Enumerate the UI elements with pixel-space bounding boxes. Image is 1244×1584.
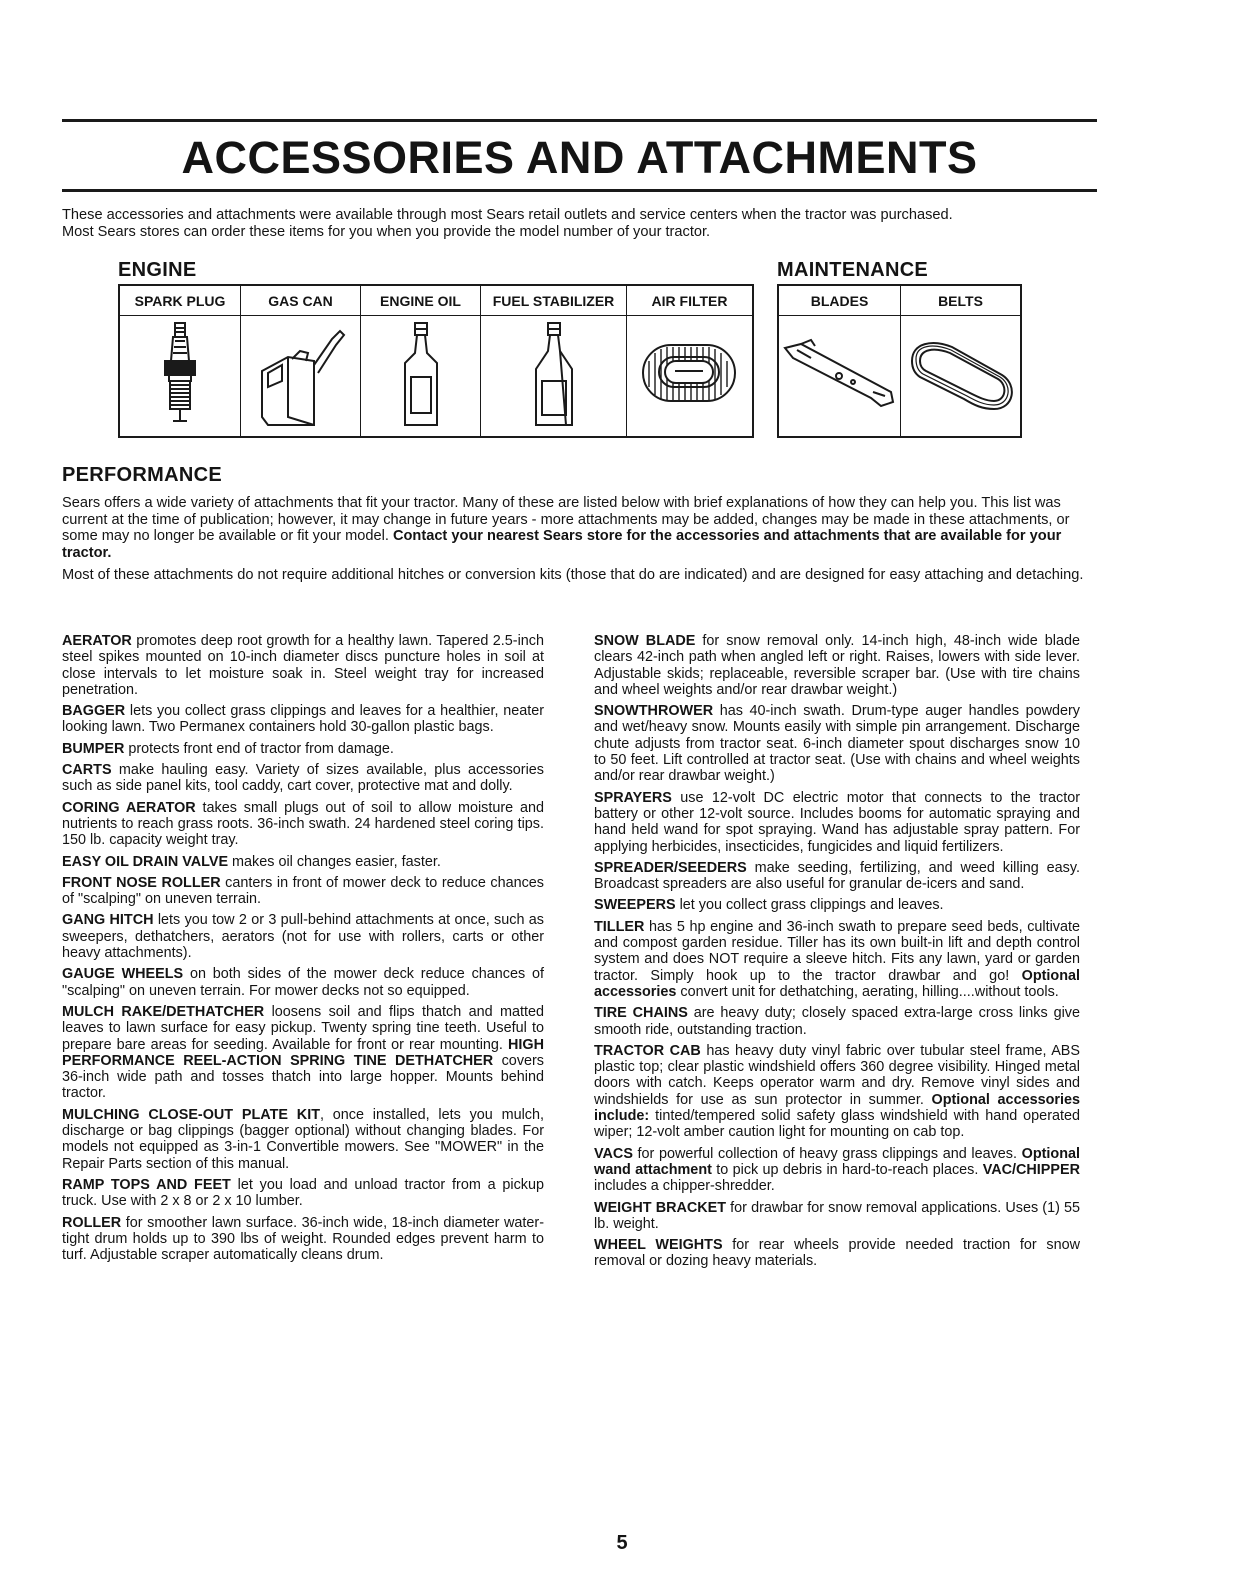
- entry-text-tertiary: includes a chipper-shredder.: [594, 1178, 775, 1195]
- entry-term-secondary: Optional wand attachment: [594, 1145, 1081, 1178]
- entry-term: RAMP TOPS AND FEET: [62, 1176, 231, 1193]
- entry-text: protects front end of tractor from damage.: [124, 740, 394, 757]
- entry-sweepers: [594, 897, 1080, 913]
- intro-text: [62, 207, 1102, 241]
- entry-text: lets you tow 2 or 3 pull-behind attachments at once, such as sweepers, dethatchers, aerators (not for use with rollers, carts or other heavy attachments).: [62, 912, 544, 962]
- engine-heading: ENGINE: [118, 259, 197, 281]
- engine-label-engine-oil: ENGINE OIL: [361, 286, 481, 316]
- entry-text: takes small plugs out of soil to allow moisture and nutrients to reach grass roots. 36-inch swath. 24 hardened steel coring tips. 150 lb. capacity weight tray.: [62, 799, 544, 849]
- entry-term: GANG HITCH: [62, 912, 154, 929]
- entry-text: for rear wheels provide needed traction for snow removal or dozing heavy materials.: [594, 1237, 1080, 1270]
- entry-carts: [62, 762, 544, 795]
- spark-plug-icon: [155, 321, 205, 431]
- entry-term: CARTS: [62, 762, 112, 779]
- engine-label-air-filter: AIR FILTER: [627, 286, 752, 316]
- gas-can-cell: [241, 316, 361, 436]
- entry-bagger: [62, 703, 544, 736]
- entry-term-secondary: Optional accessories include:: [594, 1091, 1080, 1125]
- entry-term: AERATOR: [62, 633, 132, 649]
- entry-aerator: [62, 633, 544, 698]
- air-filter-icon: [635, 331, 745, 421]
- belts-cell: [901, 316, 1020, 436]
- entry-bumper: [62, 741, 544, 757]
- entry-text: canters in front of mower deck to reduce chances of "scalping" on uneven terrain.: [62, 874, 544, 908]
- entry-text-secondary: to pick up debris in hard-to-reach places.: [711, 1161, 979, 1178]
- blades-cell: [779, 316, 901, 436]
- entry-text: for drawbar for snow removal applications. Uses (1) 55 lb. weight.: [594, 1199, 1081, 1232]
- maintenance-heading: MAINTENANCE: [777, 259, 929, 281]
- entry-text-secondary: tinted/tempered solid safety glass windshield with hand operated wiper; 12-volt amber caution light for mounting on cab top.: [594, 1108, 1080, 1141]
- entry-easy-oil-drain-valve: [62, 854, 544, 870]
- entry-term: MULCH RAKE/DETHATCHER: [62, 1003, 265, 1020]
- blade-icon: [781, 336, 899, 416]
- attachments-left-column: [62, 633, 544, 1268]
- entry-text: for smoother lawn surface. 36-inch wide, 18-inch diameter water-tight drum holds up to 390 lbs of weight. Rounded edges prevent harm to turf. Adjustable scraper automatically cleans drum.: [62, 1214, 544, 1264]
- entry-ramp-tops-and-feet: [62, 1177, 544, 1210]
- entry-tiller: [594, 919, 1080, 1000]
- entry-term: GAUGE WHEELS: [62, 966, 184, 983]
- fuel-stabilizer-bottle-icon: [524, 321, 584, 431]
- entry-spreader-seeders: [594, 860, 1080, 893]
- entry-text: for powerful collection of heavy grass clippings and leaves.: [632, 1145, 1018, 1162]
- engine-label-fuel-stabilizer: FUEL STABILIZER: [481, 286, 627, 316]
- title-rule-top: [62, 119, 1097, 122]
- entry-text: are heavy duty; closely spaced extra-large cross links give smooth ride, outstanding traction.: [594, 1005, 1080, 1038]
- spark-plug-cell: [120, 316, 241, 436]
- belt-icon: [902, 331, 1020, 421]
- entry-term-secondary: Optional accessories: [594, 967, 1081, 1000]
- performance-paragraph-2: Most of these attachments do not require additional hitches or conversion kits (those that do are indicated) and are designed for easy attaching and detaching.: [62, 567, 1084, 583]
- entry-term: SPRAYERS: [594, 789, 672, 806]
- entry-roller: [62, 1215, 544, 1264]
- entry-wheel-weights: [594, 1237, 1080, 1270]
- entry-term: EASY OIL DRAIN VALVE: [62, 853, 229, 870]
- entry-term: TRACTOR CAB: [594, 1042, 701, 1059]
- engine-oil-bottle-icon: [391, 321, 451, 431]
- entry-text: has heavy duty vinyl fabric over tubular steel frame, ABS plastic top; clear plastic windshield offers 360 degree visibility. Hinged metal doors with catch. Keeps operator warm and dry. Remove vinyl sides and windshields for use as sun protector in summer.: [594, 1042, 1080, 1108]
- gas-can-icon: [248, 321, 353, 431]
- entry-mulching-close-out-plate-kit: [62, 1107, 544, 1172]
- entry-text-secondary: covers 36-inch wide path and tosses thatch into large hopper. Mounts behind tractor.: [62, 1052, 544, 1102]
- entry-snow-blade: [594, 633, 1080, 698]
- entry-term: SPREADER/SEEDERS: [594, 859, 747, 876]
- entry-text: , once installed, lets you mulch, discharge or bag clippings (bagger optional) without changing blades. For models not equipped as 3-in-1 Convertible mowers. See "MOWER" in the Repair Parts section of this manual.: [62, 1106, 544, 1172]
- performance-paragraph-1-text: Sears offers a wide variety of attachments that fit your tractor. Many of these are listed below with brief explanations of how they can help you. This list was current at the time of publication; however, it may change in future years - more attachments may be added, changes may be made in these attachments, or some may no longer be available or fit your model.: [62, 495, 1070, 544]
- entry-term: VACS: [594, 1145, 633, 1162]
- performance-intro: [62, 495, 1102, 590]
- entry-text: loosens soil and flips thatch and matted leaves to lawn surface for easy pickup. Twenty spring tine teeth. Useful to prepare bare areas for seeding. Available for front or rear mounting.: [62, 1003, 544, 1053]
- entry-text: let you collect grass clippings and leaves.: [675, 897, 944, 914]
- entry-term: BAGGER: [62, 703, 126, 720]
- entry-text-secondary: convert unit for dethatching, aerating, hilling....without tools.: [676, 983, 1059, 1000]
- page-title: ACCESSORIES AND ATTACHMENTS: [181, 132, 978, 183]
- engine-oil-cell: [361, 316, 481, 436]
- intro-line-2: Most Sears stores can order these items for you when you provide the model number of your tractor.: [62, 224, 711, 240]
- entry-tractor-cab: [594, 1043, 1080, 1141]
- entry-text: let you load and unload tractor from a pickup truck. Use with 2 x 8 or 2 x 10 lumber.: [62, 1176, 544, 1210]
- entry-text: use 12-volt DC electric motor that connects to the tractor battery or other 12-volt source. Includes booms for automatic spraying and hand held wand for spot spraying. Wand has adjustable spray pattern. For applying herbicides, insecticides, fungicides and liquid fertilizers.: [594, 789, 1080, 855]
- entry-text: has 5 hp engine and 36-inch swath to prepare seed beds, cultivate and compost garden residue. Tiller has its own built-in lift and depth control system and does NOT require a sleeve hitch. Fits any lawn, yard or garden tractor. Simply hook up to the tractor drawbar and go!: [594, 918, 1080, 984]
- maintenance-label-blades: BLADES: [779, 286, 901, 316]
- entry-term: MULCHING CLOSE-OUT PLATE KIT: [62, 1106, 320, 1123]
- entry-text: makes oil changes easier, faster.: [228, 853, 441, 870]
- entry-term: BUMPER: [62, 740, 125, 757]
- performance-paragraph-1: [62, 495, 1102, 561]
- entry-term: SWEEPERS: [594, 897, 676, 914]
- entry-term: SNOWTHROWER: [594, 703, 714, 720]
- entry-term-secondary: HIGH PERFORMANCE REEL-ACTION SPRING TINE DETHATCHER: [62, 1036, 544, 1069]
- entry-weight-bracket: [594, 1200, 1080, 1233]
- entry-term: FRONT NOSE ROLLER: [62, 874, 221, 891]
- entry-sprayers: [594, 790, 1080, 855]
- entry-text: has 40-inch swath. Drum-type auger handles powdery and wet/heavy snow. Mounts easily with simple pin arrangement. Discharge chute adjusts from tractor seat. 6-inch diameter spout discharges snow 10 to 50 feet. Lift controlled at tractor seat. (Use with chains and wheel weights and/or rear drawbar weight.): [594, 703, 1080, 785]
- entry-term: TILLER: [594, 918, 645, 935]
- entry-text: make seeding, fertilizing, and weed killing easy. Broadcast spreaders are also useful for granular de-icers and sand.: [594, 859, 1080, 893]
- title-rule-bottom: [62, 189, 1097, 192]
- entry-term: WEIGHT BRACKET: [594, 1199, 727, 1216]
- entry-gauge-wheels: [62, 966, 544, 999]
- air-filter-cell: [627, 316, 752, 436]
- entry-text: promotes deep root growth for a healthy lawn. Tapered 2.5-inch steel spikes mounted on 10-inch diameter discs puncture holes in soil at close intervals to let moisture soak in. Steel weight tray for increased penetration.: [62, 633, 544, 698]
- entry-front-nose-roller: [62, 875, 544, 908]
- engine-label-spark-plug: SPARK PLUG: [120, 286, 241, 316]
- entry-coring-aerator: [62, 800, 544, 849]
- entry-snowthrower: [594, 703, 1080, 784]
- intro-line-1: These accessories and attachments were available through most Sears retail outlets and service centers when the tractor was purchased.: [62, 207, 953, 223]
- performance-heading: PERFORMANCE: [62, 464, 222, 486]
- engine-label-gas-can: GAS CAN: [241, 286, 361, 316]
- entry-text: lets you collect grass clippings and leaves for a healthier, neater looking lawn. Two Permanex containers hold 30-gallon plastic bags.: [62, 703, 544, 736]
- entry-tire-chains: [594, 1005, 1080, 1038]
- maintenance-table: [777, 284, 1022, 438]
- page-number: 5: [616, 1532, 628, 1554]
- entry-text: on both sides of the mower deck reduce chances of "scalping" on uneven terrain. For mower decks not so equipped.: [62, 966, 544, 999]
- attachments-right-column: [594, 633, 1080, 1275]
- entry-gang-hitch: [62, 912, 544, 961]
- performance-paragraph-1-emphasis: Contact your nearest Sears store for the accessories and attachments that are available for your tractor.: [62, 528, 1062, 561]
- entry-term: SNOW BLADE: [594, 633, 696, 649]
- maintenance-label-belts: BELTS: [901, 286, 1020, 316]
- entry-term: CORING AERATOR: [62, 799, 196, 816]
- entry-text: for snow removal only. 14-inch high, 48-inch wide blade clears 42-inch path when angled left or right. Raises, lowers with side lever. Adjustable skids; replaceable, reversible scraper bar. (Use with tire chains and wheel weights and/or rear drawbar weight.): [594, 633, 1080, 698]
- entry-mulch-rake-dethatcher: [62, 1004, 544, 1102]
- entry-term-tertiary: VAC/CHIPPER: [978, 1161, 1080, 1178]
- entry-vacs: [594, 1146, 1080, 1195]
- entry-term: WHEEL WEIGHTS: [594, 1237, 723, 1254]
- entry-term: TIRE CHAINS: [594, 1005, 688, 1022]
- entry-text: make hauling easy. Variety of sizes available, plus accessories such as side panel kits, tool caddy, cart cover, protective mat and dolly.: [62, 762, 544, 795]
- fuel-stabilizer-cell: [481, 316, 627, 436]
- entry-term: ROLLER: [62, 1214, 122, 1231]
- engine-table: [118, 284, 754, 438]
